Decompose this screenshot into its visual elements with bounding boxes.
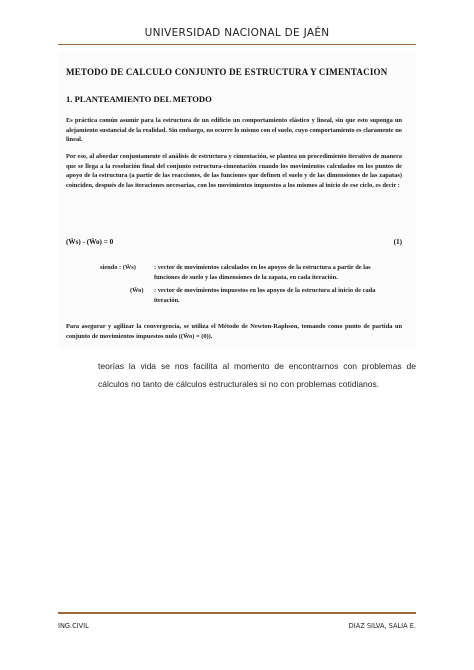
header-divider xyxy=(58,44,416,45)
scan-paragraph-3: Para asegurar y agilizar la convergencia, se utiliza el Método de Newton-Raphson, tomando como punto de partida un conjunto de movimientos impuestos nulo ((W̄o) = (0)). xyxy=(66,323,402,340)
scan-section-heading: 1. PLANTEAMIENTO DEL METODO xyxy=(66,94,212,104)
scanned-excerpt-image xyxy=(58,52,416,348)
scan-paragraph-1: Es práctica común asumir para la estructura de un edificio un comportamiento elástico y lineal, sin que esto suponga un alejamiento sustancial de la realidad. Sin embargo, no ocurre lo mismo con el suelo, cuyo comportamiento es claramente no lineal. xyxy=(66,117,402,144)
equation-row xyxy=(66,238,402,250)
page-header: UNIVERSIDAD NACIONAL DE JAÉN xyxy=(144,27,330,39)
footer-department: ING.CIVIL xyxy=(58,622,89,630)
equation-number: (1) xyxy=(393,238,402,246)
footer-author: DIAZ SILVA, SALIA E. xyxy=(348,622,416,630)
scan-title: METODO DE CALCULO CONJUNTO DE ESTRUCTURA Y CIMENTACION xyxy=(66,67,388,77)
footer-divider xyxy=(58,612,416,614)
equation-formula: (W̄s) - (W̄o) = 0 xyxy=(66,238,114,246)
scan-paragraph-2: Por eso, al abordar conjuntamente el análisis de estructura y cimentación, se plantea un procedimiento iterativo de manera que se llega a la resolución final del conjunto estructura-cimentación cuando los movimientos calculados en los puntos de apoyo de la estructura (a partir de las reacciones, de las funciones que definen el suelo y de las dimensiones de las zapatas) coinciden, después de las iteraciones necesarias, con los movimientos impuestos a los mismos al inicio de ese ciclo, es decir : xyxy=(66,153,402,189)
definition-1-label: siendo : (W̄s) xyxy=(100,264,136,271)
definition-2-label: (W̄o) xyxy=(130,287,144,294)
definition-1-text: : vector de movimientos calculados en los apoyos de la estructura a partir de las funciones de suelo y las dimensiones de la zapata, en cada iteración. xyxy=(154,264,371,281)
definition-2-text: : vector de movimientos impuestos en los apoyos de la estructura al inicio de cada iteración. xyxy=(154,287,376,304)
body-paragraph: teorías la vida se nos facilita al momento de encontrarnos con problemas de cálculos no tanto de cálculos estructurales si no con problemas cotidianos. xyxy=(98,361,416,389)
